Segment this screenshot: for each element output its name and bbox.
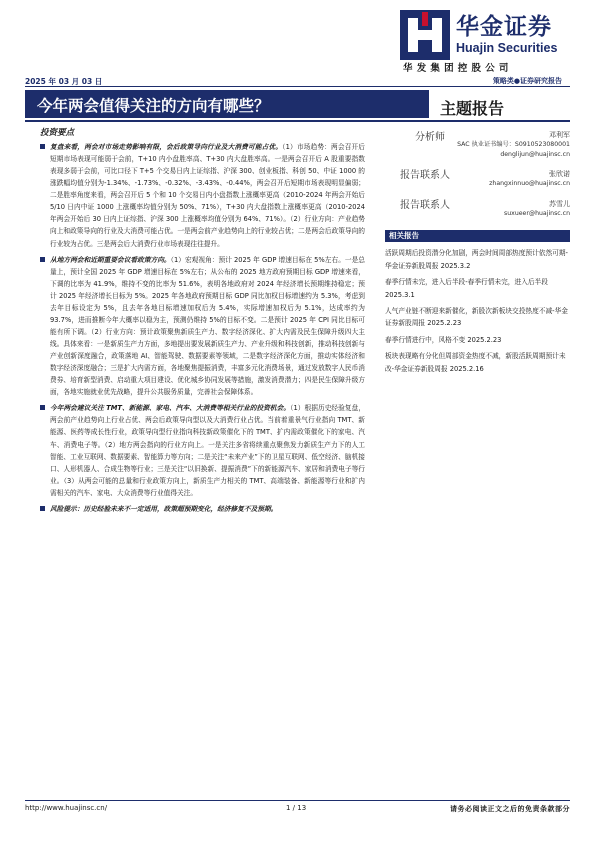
bullet-icon [40, 144, 45, 149]
brand-name-cn: 华金证券 [456, 14, 552, 40]
key-point [40, 402, 365, 499]
report-category: 策略类●证券研究报告 [492, 77, 562, 85]
report-date: 2025 年 03 月 03 日 [25, 77, 103, 86]
brand-name-en: Huajin Securities [456, 41, 558, 55]
contact-row [385, 165, 570, 182]
key-point-lead: 复盘来看，两会对市场走势影响有限，会后政策导向行业及大消费可能占优。 [50, 143, 283, 151]
report-title: 今年两会值得关注的方向有哪些？ [37, 97, 270, 115]
page-number: 1 / 13 [286, 804, 307, 812]
bullet-icon [40, 257, 45, 262]
analyst-email[interactable]: denglijun@huajinsc.cn [500, 150, 570, 158]
related-report-link[interactable]: 春季行情进行中，风格不变 2025.2.23 [385, 335, 502, 344]
footer-divider [25, 800, 570, 801]
analyst-row [385, 126, 570, 143]
brand-logo [400, 8, 570, 68]
title-band [25, 90, 429, 118]
related-report-link[interactable]: 春季行情未完，进入后半段-春季行情未完，进入后半段 2025.3.1 [385, 278, 548, 299]
contact-email[interactable]: suxueer@huajinsc.cn [504, 209, 570, 217]
huajin-logo-icon [400, 10, 450, 60]
divider-title [25, 120, 570, 122]
bullet-icon [40, 506, 45, 511]
contact-name: 苏雪儿 [549, 199, 570, 208]
key-point-lead: 从地方两会和近期重要会议看政策方向。 [50, 255, 171, 264]
analyst-label: 分析师 [415, 132, 445, 143]
footer-disclaimer: 请务必阅读正文之后的免责条款部分 [450, 805, 570, 813]
key-point [40, 254, 365, 399]
footer-url[interactable]: http://www.huajinsc.cn/ [25, 804, 108, 812]
section-title: 投资要点 [40, 128, 75, 138]
risk-warning [40, 503, 365, 515]
contact-email[interactable]: zhangxinnuo@huajinsc.cn [489, 180, 570, 188]
sidebar [385, 126, 570, 379]
bullet-icon [40, 405, 45, 410]
contact-row [385, 195, 570, 209]
analyst-name: 邓利军 [549, 131, 570, 139]
divider-top [25, 86, 570, 87]
related-report-link[interactable]: 板块表现略有分化但周部资金热度不减，新股活跃周期预计未改-华金证券新股周报 2025.2.16 [385, 352, 566, 373]
related-report-link[interactable]: 人气产业链不断迎来新催化，新股次新板块交投热度不减-华金证券新股周报 2025.2.23 [385, 307, 568, 328]
contact-label: 报告联系人 [400, 199, 450, 211]
key-point [40, 141, 365, 250]
key-point-body: （1）宏观视角：预计 2025 年 GDP 增速目标在 5%左右。一是总量上，预计全国 2025 年 GDP 增速目标在 5%左右；从公布的 2025 地方政府预期目标 GDP 增速来看，下调的比率为 41.9%，维持不变的比率为 51.6%，表明各地政府对 2024 年经济增长预期维持稳定；预计 2025 年经济增长目标为 5%。2025 年各地政府预期目标 GDP 同比加权目标增速约为 5.3%，考虑到去年目标设定为 5%，且去年各地目标增速加权后为 5.4%，实际增速加权后为 5.1%，达成率约为 93.7%，进而推断今年大概率以稳为主，预测仍维持 5%的目标不变。二是预计 2025 年 CPI 同比目标可能有所下调。（2）行业方向：预计政策聚焦新质生产力、数字经济深化、扩大内需及民生保障升级四大主线。具体来看：一是新质生产力方面，多地提出要发展新质生产力、产业升级和科技创新，推动科技创新与产业创新深度融合，政策落地 AI、智能驾驶、数据要素等领域，二是数字经济深化方面，推动实体经济和数字经济深度融合；三是扩大内需方面，各地聚焦提振消费，丰富多元化消费场景，通过发放数字人民币消费券、培育新型消费、启动重大项目建设、优化城乡协同发展等措施，激发消费潜力；四是民生保障升级方面，各地实施就业优先战略，提升公共服务质量，完善社会保障体系。 [50, 255, 365, 397]
analyst-cert: SAC 执业证书编号：S0910523080001 [457, 141, 570, 148]
related-reports-title: 相关报告 [385, 230, 570, 242]
key-point-lead: 今年两会建议关注 TMT、新能源、家电、汽车、大消费等相关行业的投资机会。 [50, 404, 291, 413]
related-reports-list [385, 247, 570, 375]
main-content [40, 126, 365, 519]
group-name: 华发集团控股公司 [403, 63, 513, 74]
contact-name: 张欣诺 [549, 170, 570, 179]
key-point-body: （1）根据历史经验复盘，两会前产业趋势向上行业占优、两会后政策导向型以及大消费行业占优。当前着重景气行业指向 TMT、新能源、医药等成长性行业，政策导向型行业指向科技新政策催化下的 TMT、扩内需政策催化下的家电、汽车、消费电子等。（2）地方两会指向的行业方向上。一是关注多省将续重点聚焦发力新质生产力下的人工智能、工业互联网、数据要素、智能算力等方向；二是关注“未来产业”下的卫星互联网、低空经济、脑机接口、人形机器人、合成生物等行业；三是关注“以旧换新、提振消费”下的新能源汽车、家居和消费电子等行业。（3）从两会可能的总量和行业政策方向上，新质生产力相关的 TMT、高端装备、新能源等行业和扩内需相关的汽车、家电、大众消费等行业值得关注。 [50, 404, 366, 497]
related-report-link[interactable]: 活跃周期后投资潜分化加剧，两会时间周部热度预计依然可期-华金证券新股周报 2025.3.2 [385, 249, 568, 270]
contact-label: 报告联系人 [400, 170, 450, 182]
key-point-body: （1）市场趋势：两会召开后短期市场表现可能弱于会前，T+10 内小盘胜率高、T+30 内大盘胜率高。一是两会召开后 A 股重要指数表现多弱于会前，可比口径下 T+5 个交易日内上证综指、沪深 300、创业板指、科创 50、中证 1000 的涨跌幅均值分别为-1.34%、-1.73%、-0.32%、-3.43%、-0.44%，两会召开后短期市场表现明显偏弱；二是胜率角度来看，两会召开后 5 个和 10 个交易日内小盘指数上涨概率更高（2010-2024 年两会开始后 5/10 日内中证 1000 上涨概率均值分别为 50%、71%），T+30 内大盘指数上涨概率更高（2010-2024 年两会开始后 30 日内上证综指、沪深 300 上涨概率均值分别为 64%、71%）。（2）行业方向：产业趋势向上和政策导向的行业及大消费可能占优。一是两会前产业趋势向上的行业较占优；二是两会后政策导向的行业较为占优。三是两会后大消费行业市场表现往往提升。 [50, 143, 365, 248]
risk-warning-text: 风险提示：历史经验未来不一定适用，政策超预期变化，经济修复不及预期。 [50, 504, 278, 513]
report-type: 主题报告 [440, 99, 505, 118]
